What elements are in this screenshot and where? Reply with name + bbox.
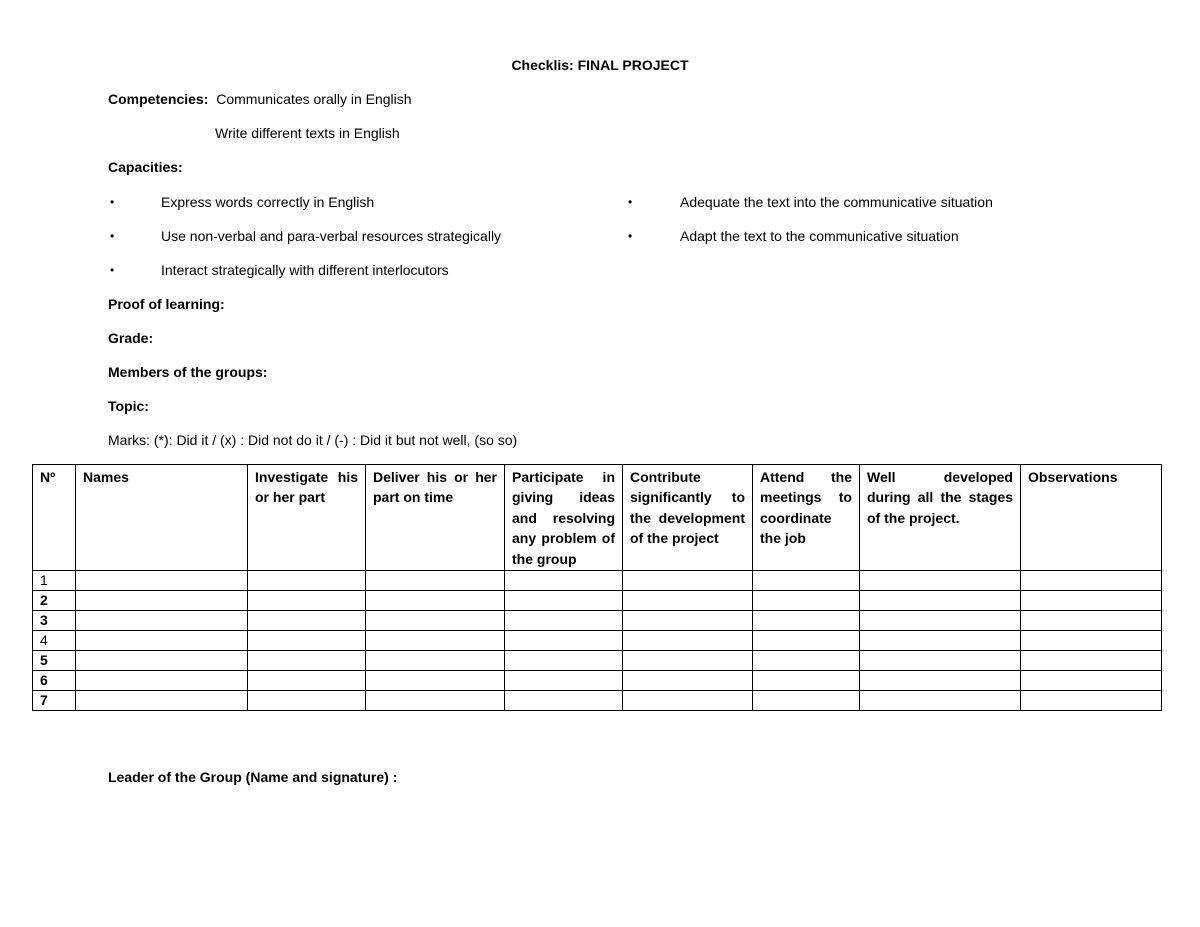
grade-label: Grade: [108, 330, 154, 346]
check-cell[interactable] [623, 671, 753, 691]
check-cell[interactable] [860, 571, 1021, 591]
table-row [33, 691, 1162, 711]
observation-cell[interactable] [1021, 651, 1162, 671]
check-cell[interactable] [753, 651, 860, 671]
table-row [33, 631, 1162, 651]
check-cell[interactable] [248, 571, 366, 591]
check-cell[interactable] [366, 631, 505, 651]
bullet-icon: • [110, 229, 115, 243]
header-observations: Observations [1021, 465, 1162, 571]
competencies-row [108, 91, 412, 107]
table-row [33, 651, 1162, 671]
row-number: 4 [33, 631, 76, 651]
check-cell[interactable] [505, 651, 623, 671]
topic-label: Topic: [108, 398, 149, 414]
row-number: 7 [33, 691, 76, 711]
check-cell[interactable] [248, 631, 366, 651]
check-cell[interactable] [505, 611, 623, 631]
check-cell[interactable] [753, 631, 860, 651]
check-cell[interactable] [366, 591, 505, 611]
capacity-item: Adapt the text to the communicative situation [680, 228, 959, 244]
members-label: Members of the groups: [108, 364, 268, 380]
check-cell[interactable] [366, 671, 505, 691]
capacity-item: Interact strategically with different interlocutors [161, 262, 449, 278]
table-row [33, 591, 1162, 611]
check-cell[interactable] [753, 671, 860, 691]
name-cell[interactable] [76, 591, 248, 611]
row-number: 6 [33, 671, 76, 691]
row-number: 5 [33, 651, 76, 671]
competency-item: Write different texts in English [215, 125, 400, 141]
check-cell[interactable] [623, 591, 753, 611]
header-number: Nº [33, 465, 76, 571]
check-cell[interactable] [860, 651, 1021, 671]
observation-cell[interactable] [1021, 571, 1162, 591]
page-title: Checklis: FINAL PROJECT [511, 57, 689, 73]
bullet-icon: • [628, 195, 633, 209]
check-cell[interactable] [248, 691, 366, 711]
name-cell[interactable] [76, 691, 248, 711]
proof-of-learning-label: Proof of learning: [108, 296, 225, 312]
row-number: 2 [33, 591, 76, 611]
check-cell[interactable] [366, 691, 505, 711]
header-names: Names [76, 465, 248, 571]
table-row [33, 671, 1162, 691]
check-cell[interactable] [860, 631, 1021, 651]
observation-cell[interactable] [1021, 631, 1162, 651]
name-cell[interactable] [76, 611, 248, 631]
bullet-icon: • [110, 195, 115, 209]
row-number: 3 [33, 611, 76, 631]
header-deliver: Deliver his or her part on time [366, 465, 505, 571]
marks-legend: Marks: (*): Did it / (x) : Did not do it / (-) : Did it but not well, (so so) [108, 432, 518, 448]
check-cell[interactable] [505, 671, 623, 691]
name-cell[interactable] [76, 571, 248, 591]
check-cell[interactable] [366, 571, 505, 591]
check-cell[interactable] [366, 611, 505, 631]
header-participate: Participate in giving ideas and resolving any problem of the group [505, 465, 623, 571]
competency-item: Communicates orally in English [216, 91, 412, 107]
header-contribute: Contribute significantly to the development of the project [623, 465, 753, 571]
check-cell[interactable] [623, 691, 753, 711]
header-attend: Attend the meetings to coordinate the job [753, 465, 860, 571]
capacity-item: Express words correctly in English [161, 194, 375, 210]
check-cell[interactable] [248, 611, 366, 631]
table-header-row [33, 465, 1162, 571]
observation-cell[interactable] [1021, 671, 1162, 691]
name-cell[interactable] [76, 671, 248, 691]
competencies-label: Competencies: [108, 91, 209, 107]
check-cell[interactable] [860, 671, 1021, 691]
header-investigate: Investigate his or her part [248, 465, 366, 571]
check-cell[interactable] [860, 691, 1021, 711]
check-cell[interactable] [623, 571, 753, 591]
check-cell[interactable] [623, 651, 753, 671]
leader-signature-label: Leader of the Group (Name and signature) : [108, 769, 398, 785]
check-cell[interactable] [248, 591, 366, 611]
header-well-developed: Well developed during all the stages of the project. [860, 465, 1021, 571]
observation-cell[interactable] [1021, 591, 1162, 611]
capacity-item: Adequate the text into the communicative situation [680, 194, 993, 210]
check-cell[interactable] [366, 651, 505, 671]
check-cell[interactable] [623, 631, 753, 651]
checklist-table [32, 464, 1162, 711]
check-cell[interactable] [753, 591, 860, 611]
check-cell[interactable] [505, 571, 623, 591]
bullet-icon: • [628, 229, 633, 243]
table-row [33, 611, 1162, 631]
check-cell[interactable] [505, 631, 623, 651]
capacities-label: Capacities: [108, 159, 183, 175]
name-cell[interactable] [76, 651, 248, 671]
check-cell[interactable] [860, 611, 1021, 631]
check-cell[interactable] [860, 591, 1021, 611]
row-number: 1 [33, 571, 76, 591]
observation-cell[interactable] [1021, 611, 1162, 631]
check-cell[interactable] [623, 611, 753, 631]
check-cell[interactable] [505, 591, 623, 611]
bullet-icon: • [110, 263, 115, 277]
capacity-item: Use non-verbal and para-verbal resources strategically [161, 228, 502, 244]
check-cell[interactable] [753, 571, 860, 591]
check-cell[interactable] [753, 611, 860, 631]
table-row [33, 571, 1162, 591]
check-cell[interactable] [505, 691, 623, 711]
check-cell[interactable] [248, 651, 366, 671]
name-cell[interactable] [76, 631, 248, 651]
observation-cell[interactable] [1021, 691, 1162, 711]
check-cell[interactable] [753, 691, 860, 711]
check-cell[interactable] [248, 671, 366, 691]
